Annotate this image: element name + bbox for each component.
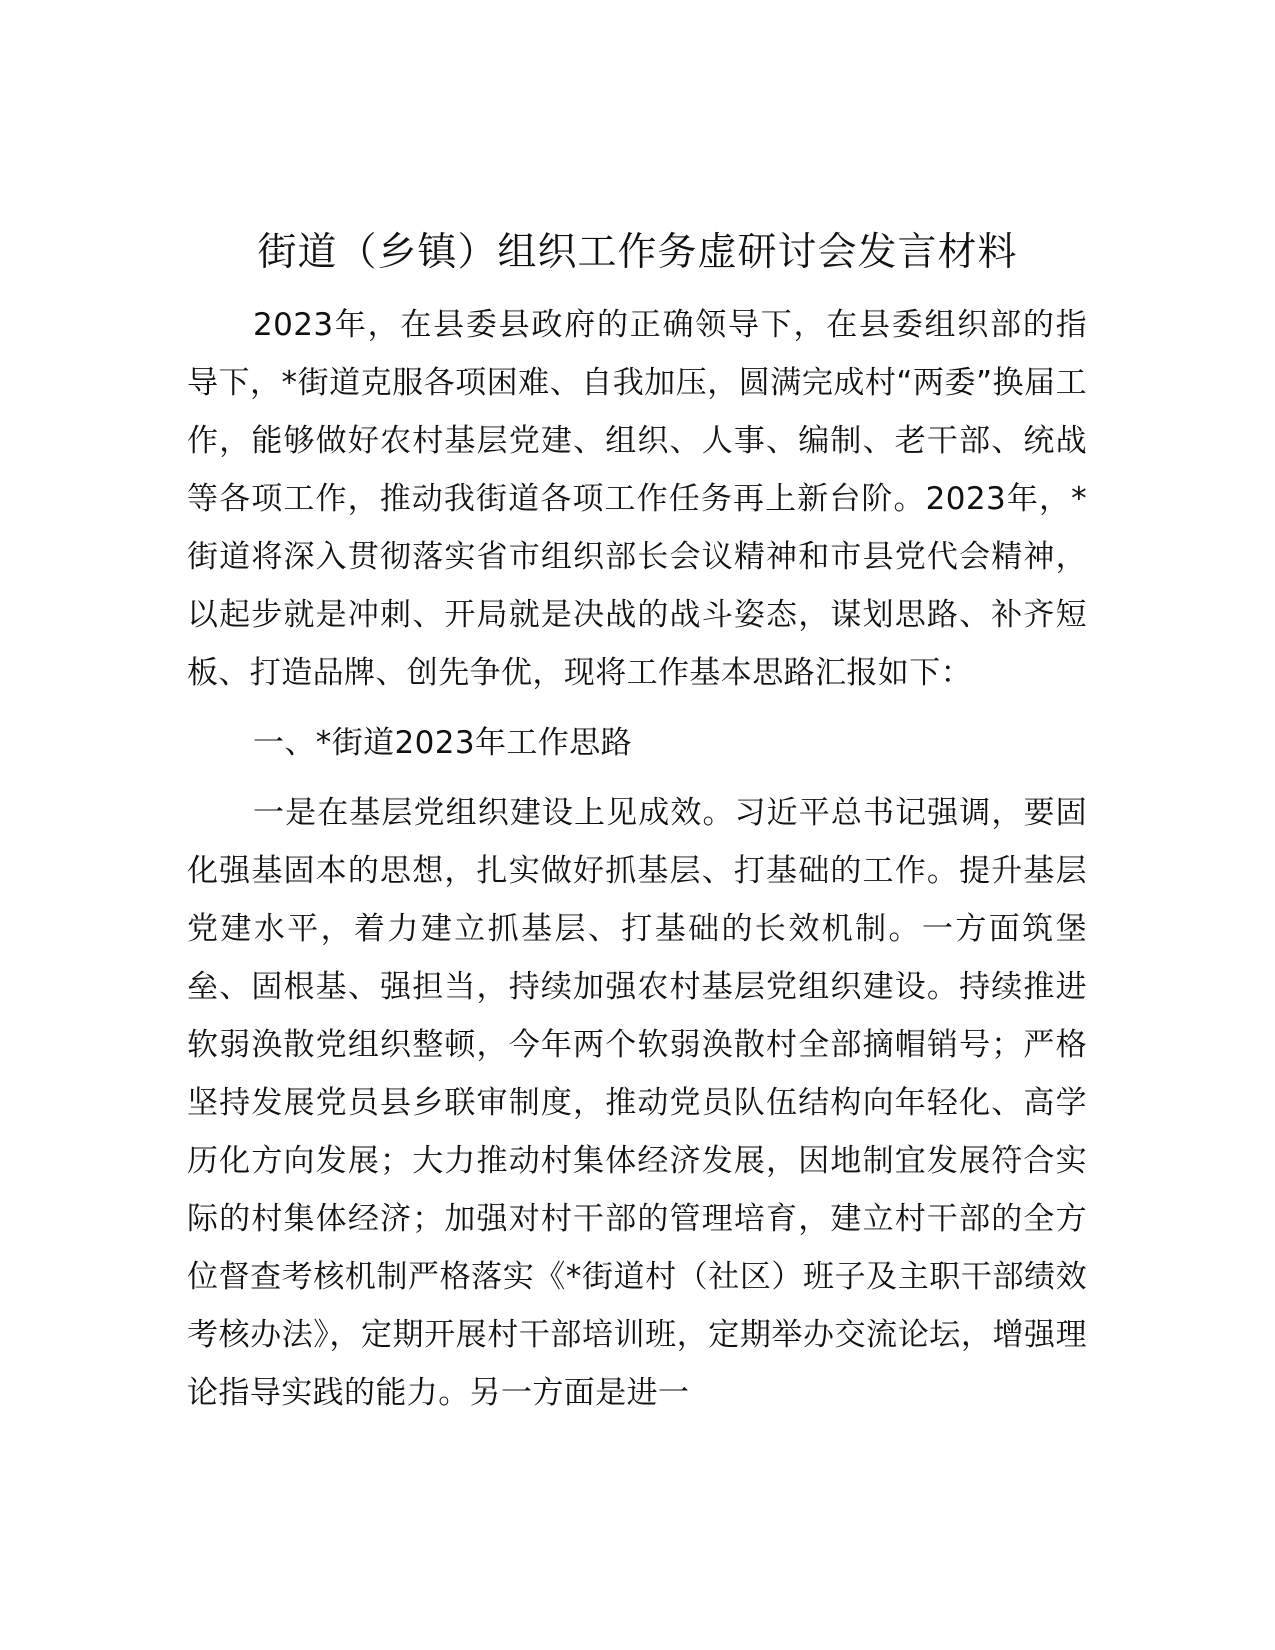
- body-paragraph: 一是在基层党组织建设上见成效。习近平总书记强调，要固化强基固本的思想，扎实做好抓基层、打基础的工作。提升基层党建水平，着力建立抓基层、打基础的长效机制。一方面筑堡垒、固根基、强担当，持续加强农村基层党组织建设。持续推进软弱涣散党组织整顿，今年两个软弱涣散村全部摘帽销号；严格坚持发展党员县乡联审制度，推动党员队伍结构向年轻化、高学历化方向发展；大力推动村集体经济发展，因地制宜发展符合实际的村集体经济；加强对村干部的管理培育，建立村干部的全方位督查考核机制严格落实《*街道村（社区）班子及主职干部绩效考核办法》，定期开展村干部培训班，定期举办交流论坛，增强理论指导实践的能力。另一方面是进一: [187, 795, 1087, 1411]
- section-heading: 一、*街道2023年工作思路: [253, 725, 632, 761]
- document-body: [187, 296, 1087, 1422]
- document-title: 街道（乡镇）组织工作务虚研讨会发言材料: [257, 230, 1018, 275]
- intro-paragraph: 2023年，在县委县政府的正确领导下，在县委组织部的指导下，*街道克服各项困难、自我加压，圆满完成村“两委”换届工作，能够做好农村基层党建、组织、人事、编制、老干部、统战等各项工作，推动我街道各项工作任务再上新台阶。2023年，*街道将深入贯彻落实省市组织部长会议精神和市县党代会精神，以起步就是冲刺、开局就是决战的战斗姿态，谋划思路、补齐短板、打造品牌、创先争优，现将工作基本思路汇报如下：: [187, 307, 1087, 691]
